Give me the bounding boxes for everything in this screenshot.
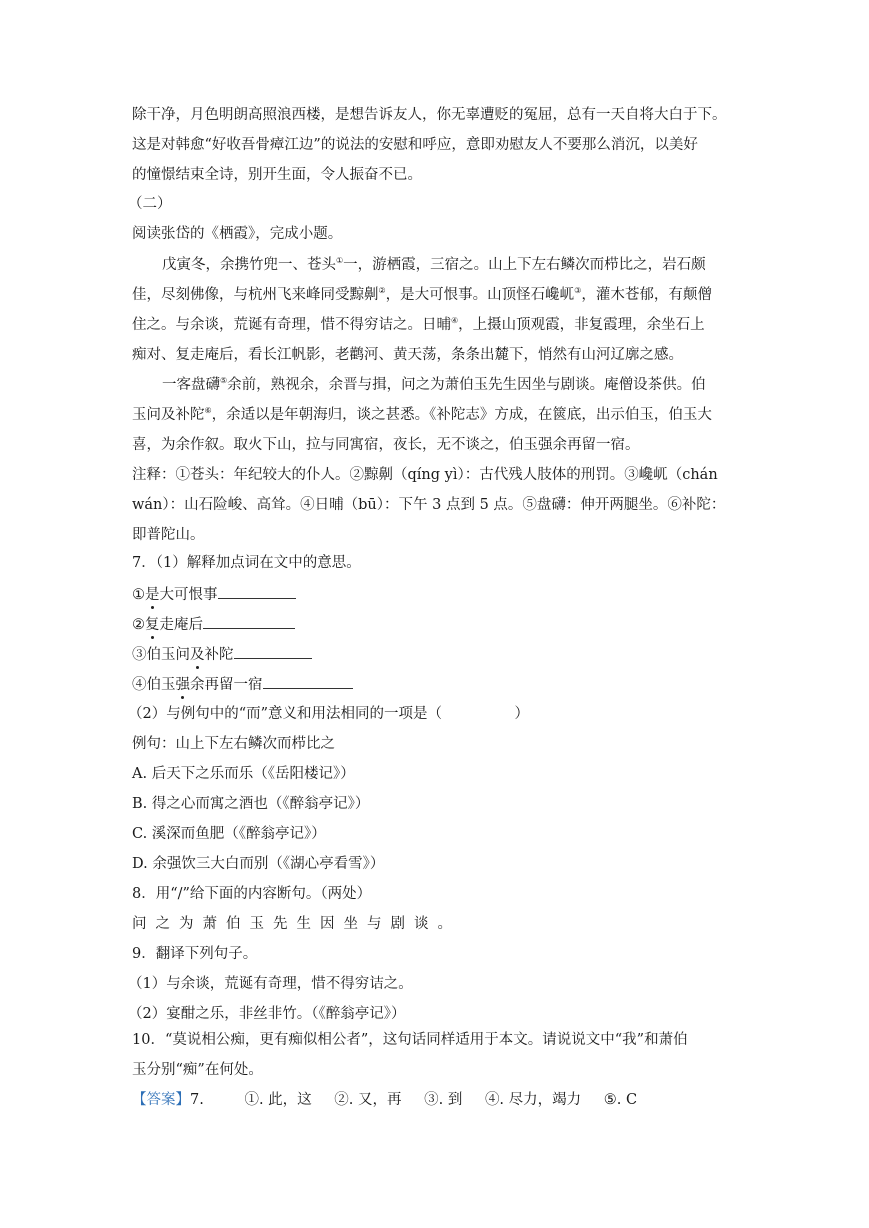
question-7-part-2: （2）与例句中的“而”意义和用法相同的一项是（ ）	[128, 706, 530, 722]
answer-item: ②. 又，再	[334, 1092, 402, 1108]
notes-line: wán）：山石险峻、高耸。④日晡（bū）：下午 3 点到 5 点。⑤盘礴：伸开两腿坐。⑥补陀：	[132, 497, 726, 513]
question-9-sentence-1: （1）与余谈，荒诞有奇理，惜不得穷诘之。	[128, 976, 413, 992]
question-8-text: 问之为萧伯玉先生因坐与剧谈。	[132, 916, 461, 932]
footnote-marker: ③	[574, 286, 582, 296]
option-c: C. 溪深而鱼肥（《醉翁亭记》）	[132, 826, 326, 842]
question-9-stem: 9．翻译下列句子。	[132, 946, 258, 962]
question-10-line-2: 玉分别“痴”在何处。	[132, 1062, 263, 1078]
passage-line: 玉问及补陀⑥，余适以是年朝海归，谈之甚悉。《补陀志》方成，在篋底，出示伯玉，伯玉大	[132, 406, 712, 423]
section-label: （二）	[128, 196, 172, 212]
answer-item: ③. 到	[424, 1092, 463, 1108]
answer-blank[interactable]	[218, 584, 296, 599]
notes-line: 注释：①苍头：年纪较大的仆人。②黥劓（qíng yì）：古代残人肢体的刑罚。③巉屼（chán	[132, 467, 718, 483]
passage-line: 住之。与余谈，荒诞有奇理，惜不得穷诘之。日晡④，上摄山顶观霞，非复霞理，余坐石上	[132, 316, 705, 333]
answer-number: 7.	[190, 1092, 204, 1108]
dotted-word: 及	[190, 647, 205, 663]
question-7-item-4: ④伯玉强余再留一宿	[132, 674, 353, 695]
reading-instruction: 阅读张岱的《栖霞》，完成小题。	[132, 226, 343, 242]
footnote-marker: ①	[336, 256, 344, 266]
example-sentence: 例句：山上下左右鳞次而栉比之	[132, 736, 335, 752]
question-9-sentence-2: （2）宴酣之乐，非丝非竹。（《醉翁亭记》）	[128, 1006, 406, 1022]
answer-line	[132, 1090, 637, 1110]
question-7-item-3: ③伯玉问及补陀	[132, 644, 312, 665]
dotted-word: 复	[145, 617, 160, 633]
passage-line: 喜，为余作叙。取火下山，拉与同寓宿，夜长，无不谈之，伯玉强余再留一宿。	[132, 437, 640, 453]
footnote-marker: ②	[378, 286, 386, 296]
question-7-item-1: ①是大可恨事	[132, 584, 296, 605]
question-8-stem: 8．用“/”给下面的内容断句。（两处）	[132, 886, 372, 902]
passage-line: 一客盘礴⑤余前，熟视余，余晋与揖，问之为萧伯玉先生因坐与剧谈。庵僧设茶供。伯	[162, 376, 706, 393]
answer-item: ①. 此，这	[244, 1092, 312, 1108]
answer-tag: 【答案】	[132, 1092, 190, 1108]
intro-line-3: 的憧憬结束全诗，别开生面，令人振奋不已。	[132, 167, 422, 183]
option-d: D. 余强饮三大白而别（《湖心亭看雪》）	[132, 856, 385, 872]
question-10-line-1: 10．“莫说相公痴，更有痴似相公者”，这句话同样适用于本文。请说说文中“我”和萧伯	[132, 1032, 688, 1048]
passage-line: 佳，尽刻佛像，与杭州飞来峰同受黥劓②，是大可恨事。山顶怪石巉屼③，灌木苍郁，有颠僧	[132, 286, 712, 303]
answer-blank[interactable]	[263, 674, 353, 689]
intro-line-2: 这是对韩愈“好收吾骨瘴江边”的说法的安慰和呼应，意即劝慰友人不要那么消沉，以美好	[132, 137, 698, 153]
passage-line: 戊寅冬，余携竹兜一、苍头①一，游栖霞，三宿之。山上下左右鳞次而栉比之，岩石颇	[162, 256, 706, 273]
footnote-marker: ⑥	[204, 406, 212, 416]
answer-item: ⑤. C	[603, 1092, 638, 1108]
answer-blank[interactable]	[234, 644, 312, 659]
question-7-item-2: ②复走庵后	[132, 614, 295, 635]
notes-line: 即普陀山。	[132, 527, 205, 543]
answer-item: ④. 尽力，竭力	[484, 1092, 582, 1108]
intro-line-1: 除干净，月色明朗高照浪西楼，是想告诉友人，你无辜遭贬的冤屈，总有一天自将大白于下。	[132, 107, 727, 123]
option-b: B. 得之心而寓之酒也（《醉翁亭记》）	[132, 796, 370, 812]
footnote-marker: ④	[451, 316, 459, 326]
answer-blank[interactable]	[203, 614, 295, 629]
dotted-word: 强	[175, 677, 190, 693]
option-a: A. 后天下之乐而乐（《岳阳楼记》）	[132, 766, 355, 782]
dotted-word: 是	[145, 587, 160, 603]
question-7-stem: 7．（1）解释加点词在文中的意思。	[132, 555, 361, 571]
passage-line: 痴对、复走庵后，看长江帆影，老鹳河、黄天荡，条条出麓下，悄然有山河辽廓之感。	[132, 347, 683, 363]
footnote-marker: ⑤	[220, 376, 228, 386]
